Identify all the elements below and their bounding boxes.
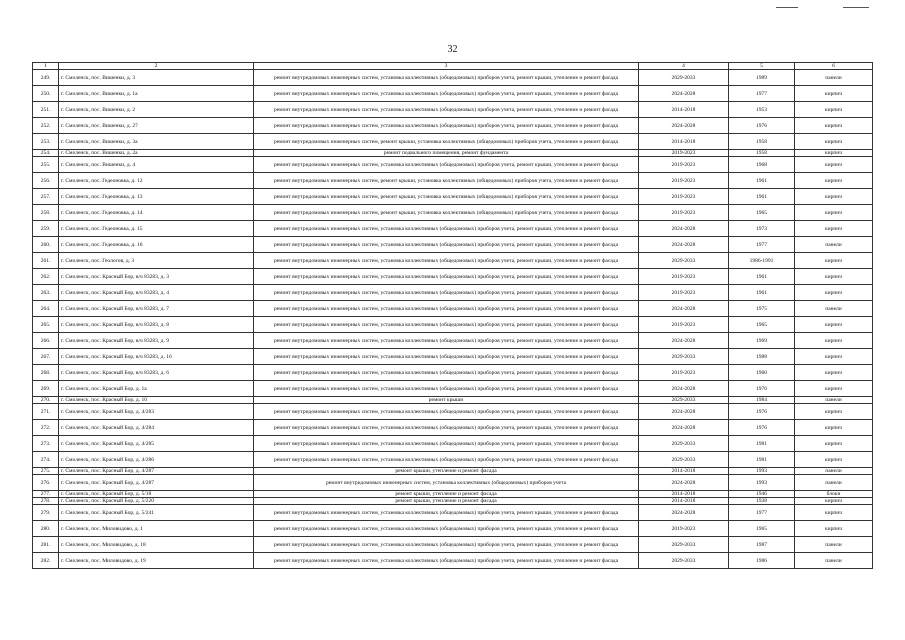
address-cell: г. Смоленск, пос. Вишенки, д. 3а xyxy=(59,134,254,150)
row-number: 253. xyxy=(33,134,59,150)
works-cell: ремонт внутридомовых инженерных систем, установка коллективных (общедомовых) приборов учета, ремонт крыши, утепление и ремонт фасада xyxy=(254,537,639,553)
period-cell: 2019-2023 xyxy=(639,521,729,537)
row-number: 269. xyxy=(33,381,59,397)
works-cell: ремонт внутридомовых инженерных систем, ремонт крыши, установка коллективных (общедомовых) приборов учета, утепление и ремонт фасада xyxy=(254,134,639,150)
table-row xyxy=(33,301,873,317)
build-year-cell: 1986 xyxy=(729,553,795,569)
build-year-cell: 1965 xyxy=(729,317,795,333)
period-cell: 2024-2028 xyxy=(639,404,729,420)
address-cell: г. Смоленск, пос. Гедеоновка, д. 12 xyxy=(59,173,254,189)
build-year-cell: 1975 xyxy=(729,301,795,317)
period-cell: 2019-2023 xyxy=(639,317,729,333)
address-cell: г. Смоленск, пос. Красный Бор, в/ч 83283, д. 7 xyxy=(59,301,254,317)
address-cell: г. Смоленск, пос. Красный Бор, д. 10 xyxy=(59,397,254,404)
works-cell: ремонт крыши xyxy=(254,397,639,404)
build-year-cell: 1987 xyxy=(729,537,795,553)
wall-material-cell: кирпич xyxy=(795,521,873,537)
wall-material-cell: кирпич xyxy=(795,134,873,150)
table-row xyxy=(33,150,873,157)
wall-material-cell: кирпич xyxy=(795,333,873,349)
table-row xyxy=(33,237,873,253)
wall-material-cell: кирпич xyxy=(795,118,873,134)
build-year-cell: 1953 xyxy=(729,102,795,118)
table-row xyxy=(33,381,873,397)
table-row xyxy=(33,349,873,365)
build-year-cell: 1969 xyxy=(729,333,795,349)
table-row xyxy=(33,70,873,86)
period-cell: 2024-2028 xyxy=(639,475,729,491)
table-row xyxy=(33,173,873,189)
build-year-cell: 1977 xyxy=(729,505,795,521)
address-cell: г. Смоленск, пос. Гедеоновка, д. 16 xyxy=(59,237,254,253)
build-year-cell: 1961 xyxy=(729,285,795,301)
works-cell: ремонт внутридомовых инженерных систем, установка коллективных (общедомовых) приборов учета, ремонт крыши, утепление и ремонт фасада xyxy=(254,381,639,397)
wall-material-cell: кирпич xyxy=(795,365,873,381)
address-cell: г. Смоленск, пос. Вишенки, д. 4 xyxy=(59,157,254,173)
works-cell: ремонт внутридомовых инженерных систем, установка коллективных (общедомовых) приборов учета, ремонт крыши, утепление и ремонт фасада xyxy=(254,404,639,420)
build-year-cell: 1977 xyxy=(729,237,795,253)
period-cell: 2019-2023 xyxy=(639,285,729,301)
wall-material-cell: кирпич xyxy=(795,420,873,436)
wall-material-cell: кирпич xyxy=(795,221,873,237)
wall-material-cell: кирпич xyxy=(795,157,873,173)
works-cell: ремонт внутридомовых инженерных систем, установка коллективных (общедомовых) приборов учета, ремонт крыши, утепление и ремонт фасада xyxy=(254,118,639,134)
period-cell: 2019-2023 xyxy=(639,269,729,285)
table-row xyxy=(33,157,873,173)
row-number: 262. xyxy=(33,269,59,285)
works-cell: ремонт внутридомовых инженерных систем, ремонт крыши, установка коллективных (общедомовых) приборов учета, утепление и ремонт фасада xyxy=(254,173,639,189)
period-cell: 2014-2018 xyxy=(639,134,729,150)
address-cell: г. Смоленск, пос. Гедеоновка, д. 15 xyxy=(59,221,254,237)
address-cell: г. Смоленск, пос. Красный Бор, в/ч 83283, д. 3 xyxy=(59,269,254,285)
row-number: 259. xyxy=(33,221,59,237)
row-number: 260. xyxy=(33,237,59,253)
page-number: 32 xyxy=(447,44,458,55)
table-row xyxy=(33,468,873,475)
period-cell: 2014-2018 xyxy=(639,491,729,498)
address-cell: г. Смоленск, пос. Красный Бор, в/ч 83283, д. 4 xyxy=(59,285,254,301)
row-number: 250. xyxy=(33,86,59,102)
wall-material-cell: кирпич xyxy=(795,102,873,118)
period-cell: 2014-2018 xyxy=(639,468,729,475)
build-year-cell: 1965 xyxy=(729,521,795,537)
works-cell: ремонт внутридомовых инженерных систем, установка коллективных (общедомовых) приборов учета, ремонт крыши, утепление и ремонт фасада xyxy=(254,253,639,269)
address-cell: г. Смоленск, пос. Гедеоновка, д. 14 xyxy=(59,205,254,221)
works-cell: ремонт внутридомовых инженерных систем, установка коллективных (общедомовых) приборов учета, ремонт крыши, утепление и ремонт фасада xyxy=(254,349,639,365)
works-cell: ремонт внутридомовых инженерных систем, установка коллективных (общедомовых) приборов учета, ремонт крыши, утепление и ремонт фасада xyxy=(254,553,639,569)
table-row xyxy=(33,397,873,404)
table-body xyxy=(33,63,873,569)
wall-material-cell: кирпич xyxy=(795,173,873,189)
wall-material-cell: кирпич xyxy=(795,452,873,468)
period-cell: 2019-2023 xyxy=(639,150,729,157)
address-cell: г. Смоленск, пос. Геологов, д. 3 xyxy=(59,253,254,269)
row-number: 249. xyxy=(33,70,59,86)
works-cell: ремонт внутридомовых инженерных систем, установка коллективных (общедомовых) приборов учета, ремонт крыши, утепление и ремонт фасада xyxy=(254,86,639,102)
works-cell: ремонт внутридомовых инженерных систем, установка коллективных (общедомовых) приборов учета, ремонт крыши, утепление и ремонт фасада xyxy=(254,452,639,468)
wall-material-cell: панели xyxy=(795,468,873,475)
build-year-cell: 1981 xyxy=(729,436,795,452)
column-number: 1 xyxy=(33,63,59,70)
build-year-cell: 1960 xyxy=(729,365,795,381)
address-cell: г. Смоленск, пос. Красный Бор, д. 5/241 xyxy=(59,505,254,521)
period-cell: 2014-2018 xyxy=(639,498,729,505)
row-number: 268. xyxy=(33,365,59,381)
wall-material-cell: кирпич xyxy=(795,189,873,205)
address-cell: г. Смоленск, пос. Красный Бор, д. 1а xyxy=(59,381,254,397)
wall-material-cell: панели xyxy=(795,397,873,404)
table-row xyxy=(33,475,873,491)
build-year-cell: 1965 xyxy=(729,205,795,221)
row-number: 274. xyxy=(33,452,59,468)
works-cell: ремонт крыши, утепление и ремонт фасада xyxy=(254,498,639,505)
build-year-cell: 1961 xyxy=(729,173,795,189)
row-number: 265. xyxy=(33,317,59,333)
address-cell: г. Смоленск, пос. Красный Бор, д. 4/287 xyxy=(59,468,254,475)
wall-material-cell: кирпич xyxy=(795,505,873,521)
address-cell: г. Смоленск, пос. Вишенки, д. 2а xyxy=(59,150,254,157)
works-cell: ремонт внутридомовых инженерных систем, ремонт крыши, установка коллективных (общедомовых) приборов учета, утепление и ремонт фасада xyxy=(254,189,639,205)
row-number: 263. xyxy=(33,285,59,301)
table-row xyxy=(33,404,873,420)
address-cell: г. Смоленск, пос. Красный Бор, д. 4/286 xyxy=(59,452,254,468)
wall-material-cell: кирпич xyxy=(795,269,873,285)
wall-material-cell: кирпич xyxy=(795,498,873,505)
period-cell: 2029-2033 xyxy=(639,537,729,553)
period-cell: 2024-2028 xyxy=(639,505,729,521)
row-number: 277. xyxy=(33,491,59,498)
row-number: 254. xyxy=(33,150,59,157)
works-cell: ремонт внутридомовых инженерных систем, установка коллективных (общедомовых) приборов учета, ремонт крыши, утепление и ремонт фасада xyxy=(254,365,639,381)
row-number: 258. xyxy=(33,205,59,221)
works-cell: ремонт внутридомовых инженерных систем, установка коллективных (общедомовых) приборов учета, ремонт крыши, утепление и ремонт фасада xyxy=(254,102,639,118)
wall-material-cell: кирпич xyxy=(795,86,873,102)
row-number: 276. xyxy=(33,475,59,491)
works-cell: ремонт внутридомовых инженерных систем, установка коллективных (общедомовых) приборов учета, ремонт крыши, утепление и ремонт фасада xyxy=(254,70,639,86)
row-number: 271. xyxy=(33,404,59,420)
wall-material-cell: кирпич xyxy=(795,253,873,269)
build-year-cell: 1946 xyxy=(729,491,795,498)
address-cell: г. Смоленск, пос. Миловидово, д. 1 xyxy=(59,521,254,537)
top-scan-mark xyxy=(776,7,798,8)
period-cell: 2024-2028 xyxy=(639,86,729,102)
row-number: 261. xyxy=(33,253,59,269)
period-cell: 2029-2033 xyxy=(639,452,729,468)
address-cell: г. Смоленск, пос. Красный Бор, д. 5/220 xyxy=(59,498,254,505)
column-number: 3 xyxy=(254,63,639,70)
column-number: 4 xyxy=(639,63,729,70)
works-cell: ремонт внутридомовых инженерных систем, установка коллективных (общедомовых) приборов учета, ремонт крыши, утепление и ремонт фасада xyxy=(254,301,639,317)
address-cell: г. Смоленск, пос. Красный Бор, в/ч 83283, д. 16 xyxy=(59,349,254,365)
table-row xyxy=(33,86,873,102)
period-cell: 2024-2028 xyxy=(639,221,729,237)
build-year-cell: 1961 xyxy=(729,189,795,205)
row-number: 267. xyxy=(33,349,59,365)
row-number: 264. xyxy=(33,301,59,317)
period-cell: 2024-2028 xyxy=(639,118,729,134)
table-row xyxy=(33,491,873,498)
build-year-cell: 1976 xyxy=(729,404,795,420)
wall-material-cell: панели xyxy=(795,475,873,491)
wall-material-cell: панели xyxy=(795,301,873,317)
row-number: 275. xyxy=(33,468,59,475)
row-number: 257. xyxy=(33,189,59,205)
row-number: 272. xyxy=(33,420,59,436)
address-cell: г. Смоленск, пос. Красный Бор, д. 4/284 xyxy=(59,420,254,436)
period-cell: 2024-2028 xyxy=(639,420,729,436)
wall-material-cell: панели xyxy=(795,537,873,553)
column-number: 2 xyxy=(59,63,254,70)
build-year-cell: 1938 xyxy=(729,498,795,505)
address-cell: г. Смоленск, пос. Гедеоновка, д. 13 xyxy=(59,189,254,205)
build-year-cell: 1958 xyxy=(729,134,795,150)
column-number: 5 xyxy=(729,63,795,70)
address-cell: г. Смоленск, пос. Красный Бор, в/ч 83283, д. 9 xyxy=(59,333,254,349)
period-cell: 2029-2033 xyxy=(639,349,729,365)
works-cell: ремонт внутридомовых инженерных систем, установка коллективных (общедомовых) приборов учета, ремонт крыши, утепление и ремонт фасада xyxy=(254,420,639,436)
wall-material-cell: блоки xyxy=(795,491,873,498)
build-year-cell: 1961 xyxy=(729,269,795,285)
period-cell: 2024-2028 xyxy=(639,301,729,317)
wall-material-cell: кирпич xyxy=(795,436,873,452)
table-row xyxy=(33,365,873,381)
build-year-cell: 1976 xyxy=(729,118,795,134)
table-row xyxy=(33,537,873,553)
works-cell: ремонт внутридомовых инженерных систем, установка коллективных (общедомовых) приборов учета, ремонт крыши, утепление и ремонт фасада xyxy=(254,317,639,333)
works-cell: ремонт крыши, утепление и ремонт фасада xyxy=(254,468,639,475)
works-cell: ремонт внутридомовых инженерных систем, установка коллективных (общедомовых) приборов учета, ремонт крыши, утепление и ремонт фасада xyxy=(254,285,639,301)
wall-material-cell: кирпич xyxy=(795,317,873,333)
table-row xyxy=(33,102,873,118)
works-cell: ремонт внутридомовых инженерных систем, установка коллективных (общедомовых) приборов учета, ремонт крыши, утепление и ремонт фасада xyxy=(254,157,639,173)
period-cell: 2024-2028 xyxy=(639,333,729,349)
address-cell: г. Смоленск, пос. Вишенки, д. 27 xyxy=(59,118,254,134)
period-cell: 2029-2033 xyxy=(639,397,729,404)
build-year-cell: 1993 xyxy=(729,475,795,491)
build-year-cell: 1989 xyxy=(729,70,795,86)
table-row xyxy=(33,269,873,285)
period-cell: 2029-2033 xyxy=(639,70,729,86)
build-year-cell: 1977 xyxy=(729,86,795,102)
column-number-row xyxy=(33,63,873,70)
build-year-cell: 1986-1991 xyxy=(729,253,795,269)
table-row xyxy=(33,221,873,237)
period-cell: 2029-2033 xyxy=(639,553,729,569)
build-year-cell: 1981 xyxy=(729,452,795,468)
build-year-cell: 1976 xyxy=(729,381,795,397)
wall-material-cell: панели xyxy=(795,70,873,86)
address-cell: г. Смоленск, пос. Красный Бор, д. 4/285 xyxy=(59,436,254,452)
works-cell: ремонт внутридомовых инженерных систем, ремонт крыши, установка коллективных (общедомовых) приборов учета, утепление и ремонт фасада xyxy=(254,205,639,221)
row-number: 266. xyxy=(33,333,59,349)
build-year-cell: 1976 xyxy=(729,420,795,436)
table-row xyxy=(33,189,873,205)
address-cell: г. Смоленск, пос. Красный Бор, в/ч 83283, д. 8 xyxy=(59,317,254,333)
row-number: 279. xyxy=(33,505,59,521)
period-cell: 2024-2028 xyxy=(639,381,729,397)
address-cell: г. Смоленск, пос. Красный Бор, д. 4/283 xyxy=(59,404,254,420)
table-row xyxy=(33,521,873,537)
table-row xyxy=(33,253,873,269)
wall-material-cell: кирпич xyxy=(795,349,873,365)
row-number: 281. xyxy=(33,537,59,553)
build-year-cell: 1988 xyxy=(729,349,795,365)
table-row xyxy=(33,420,873,436)
top-scan-mark xyxy=(843,7,869,8)
wall-material-cell: кирпич xyxy=(795,150,873,157)
works-cell: ремонт внутридомовых инженерных систем, установка коллективных (общедомовых) приборов учета, ремонт крыши, утепление и ремонт фасада xyxy=(254,333,639,349)
period-cell: 2029-2033 xyxy=(639,436,729,452)
table-row xyxy=(33,505,873,521)
works-cell: ремонт крыши, утепление и ремонт фасада xyxy=(254,491,639,498)
address-cell: г. Смоленск, пос. Вишенки, д. 3 xyxy=(59,70,254,86)
table-row xyxy=(33,333,873,349)
wall-material-cell: панели xyxy=(795,553,873,569)
address-cell: г. Смоленск, пос. Красный Бор, в/ч 83283, д. 6 xyxy=(59,365,254,381)
table-row xyxy=(33,553,873,569)
wall-material-cell: кирпич xyxy=(795,404,873,420)
table-row xyxy=(33,285,873,301)
works-cell: ремонт внутридомовых инженерных систем, установка коллективных (общедомовых) приборов учета, ремонт крыши, утепление и ремонт фасада xyxy=(254,269,639,285)
works-cell: ремонт внутридомовых инженерных систем, установка коллективных (общедомовых) приборов учета, ремонт крыши, утепление и ремонт фасада xyxy=(254,237,639,253)
works-cell: ремонт внутридомовых инженерных систем, установка коллективных (общедомовых) приборов учета, ремонт крыши, утепление и ремонт фасада xyxy=(254,505,639,521)
period-cell: 2019-2023 xyxy=(639,365,729,381)
period-cell: 2029-2033 xyxy=(639,253,729,269)
address-cell: г. Смоленск, пос. Красный Бор, д. 4/287 xyxy=(59,475,254,491)
row-number: 280. xyxy=(33,521,59,537)
build-year-cell: 1993 xyxy=(729,468,795,475)
table-row xyxy=(33,436,873,452)
works-cell: ремонт внутридомовых инженерных систем, установка коллективных (общедомовых) приборов учета xyxy=(254,475,639,491)
works-cell: ремонт внутридомовых инженерных систем, установка коллективных (общедомовых) приборов учета, ремонт крыши, утепление и ремонт фасада xyxy=(254,436,639,452)
build-year-cell: 1984 xyxy=(729,397,795,404)
address-cell: г. Смоленск, пос. Вишенки, д. 2 xyxy=(59,102,254,118)
works-cell: ремонт внутридомовых инженерных систем, установка коллективных (общедомовых) приборов учета, ремонт крыши, утепление и ремонт фасада xyxy=(254,221,639,237)
wall-material-cell: панели xyxy=(795,237,873,253)
row-number: 282. xyxy=(33,553,59,569)
period-cell: 2019-2023 xyxy=(639,173,729,189)
build-year-cell: 1973 xyxy=(729,221,795,237)
period-cell: 2019-2023 xyxy=(639,157,729,173)
row-number: 273. xyxy=(33,436,59,452)
table-row xyxy=(33,205,873,221)
address-cell: г. Смоленск, пос. Вишенки, д. 1а xyxy=(59,86,254,102)
address-cell: г. Смоленск, пос. Миловидово, д. 19 xyxy=(59,553,254,569)
row-number: 252. xyxy=(33,118,59,134)
table-row xyxy=(33,498,873,505)
row-number: 256. xyxy=(33,173,59,189)
table-row xyxy=(33,452,873,468)
address-cell: г. Смоленск, пос. Миловидово, д. 18 xyxy=(59,537,254,553)
row-number: 270. xyxy=(33,397,59,404)
row-number: 255. xyxy=(33,157,59,173)
wall-material-cell: кирпич xyxy=(795,381,873,397)
address-cell: г. Смоленск, пос. Красный Бор, д. 5/18 xyxy=(59,491,254,498)
row-number: 251. xyxy=(33,102,59,118)
works-cell: ремонт внутридомовых инженерных систем, установка коллективных (общедомовых) приборов учета, ремонт крыши, утепление и ремонт фасада xyxy=(254,521,639,537)
table-row xyxy=(33,317,873,333)
period-cell: 2019-2023 xyxy=(639,205,729,221)
row-number: 278. xyxy=(33,498,59,505)
build-year-cell: 1968 xyxy=(729,157,795,173)
repair-schedule-table xyxy=(32,62,873,569)
wall-material-cell: кирпич xyxy=(795,205,873,221)
period-cell: 2019-2023 xyxy=(639,189,729,205)
build-year-cell: 1958 xyxy=(729,150,795,157)
table-row xyxy=(33,134,873,150)
wall-material-cell: кирпич xyxy=(795,285,873,301)
works-cell: ремонт подвального помещения, ремонт фундамента xyxy=(254,150,639,157)
table-row xyxy=(33,118,873,134)
period-cell: 2014-2018 xyxy=(639,102,729,118)
period-cell: 2024-2028 xyxy=(639,237,729,253)
column-number: 6 xyxy=(795,63,873,70)
